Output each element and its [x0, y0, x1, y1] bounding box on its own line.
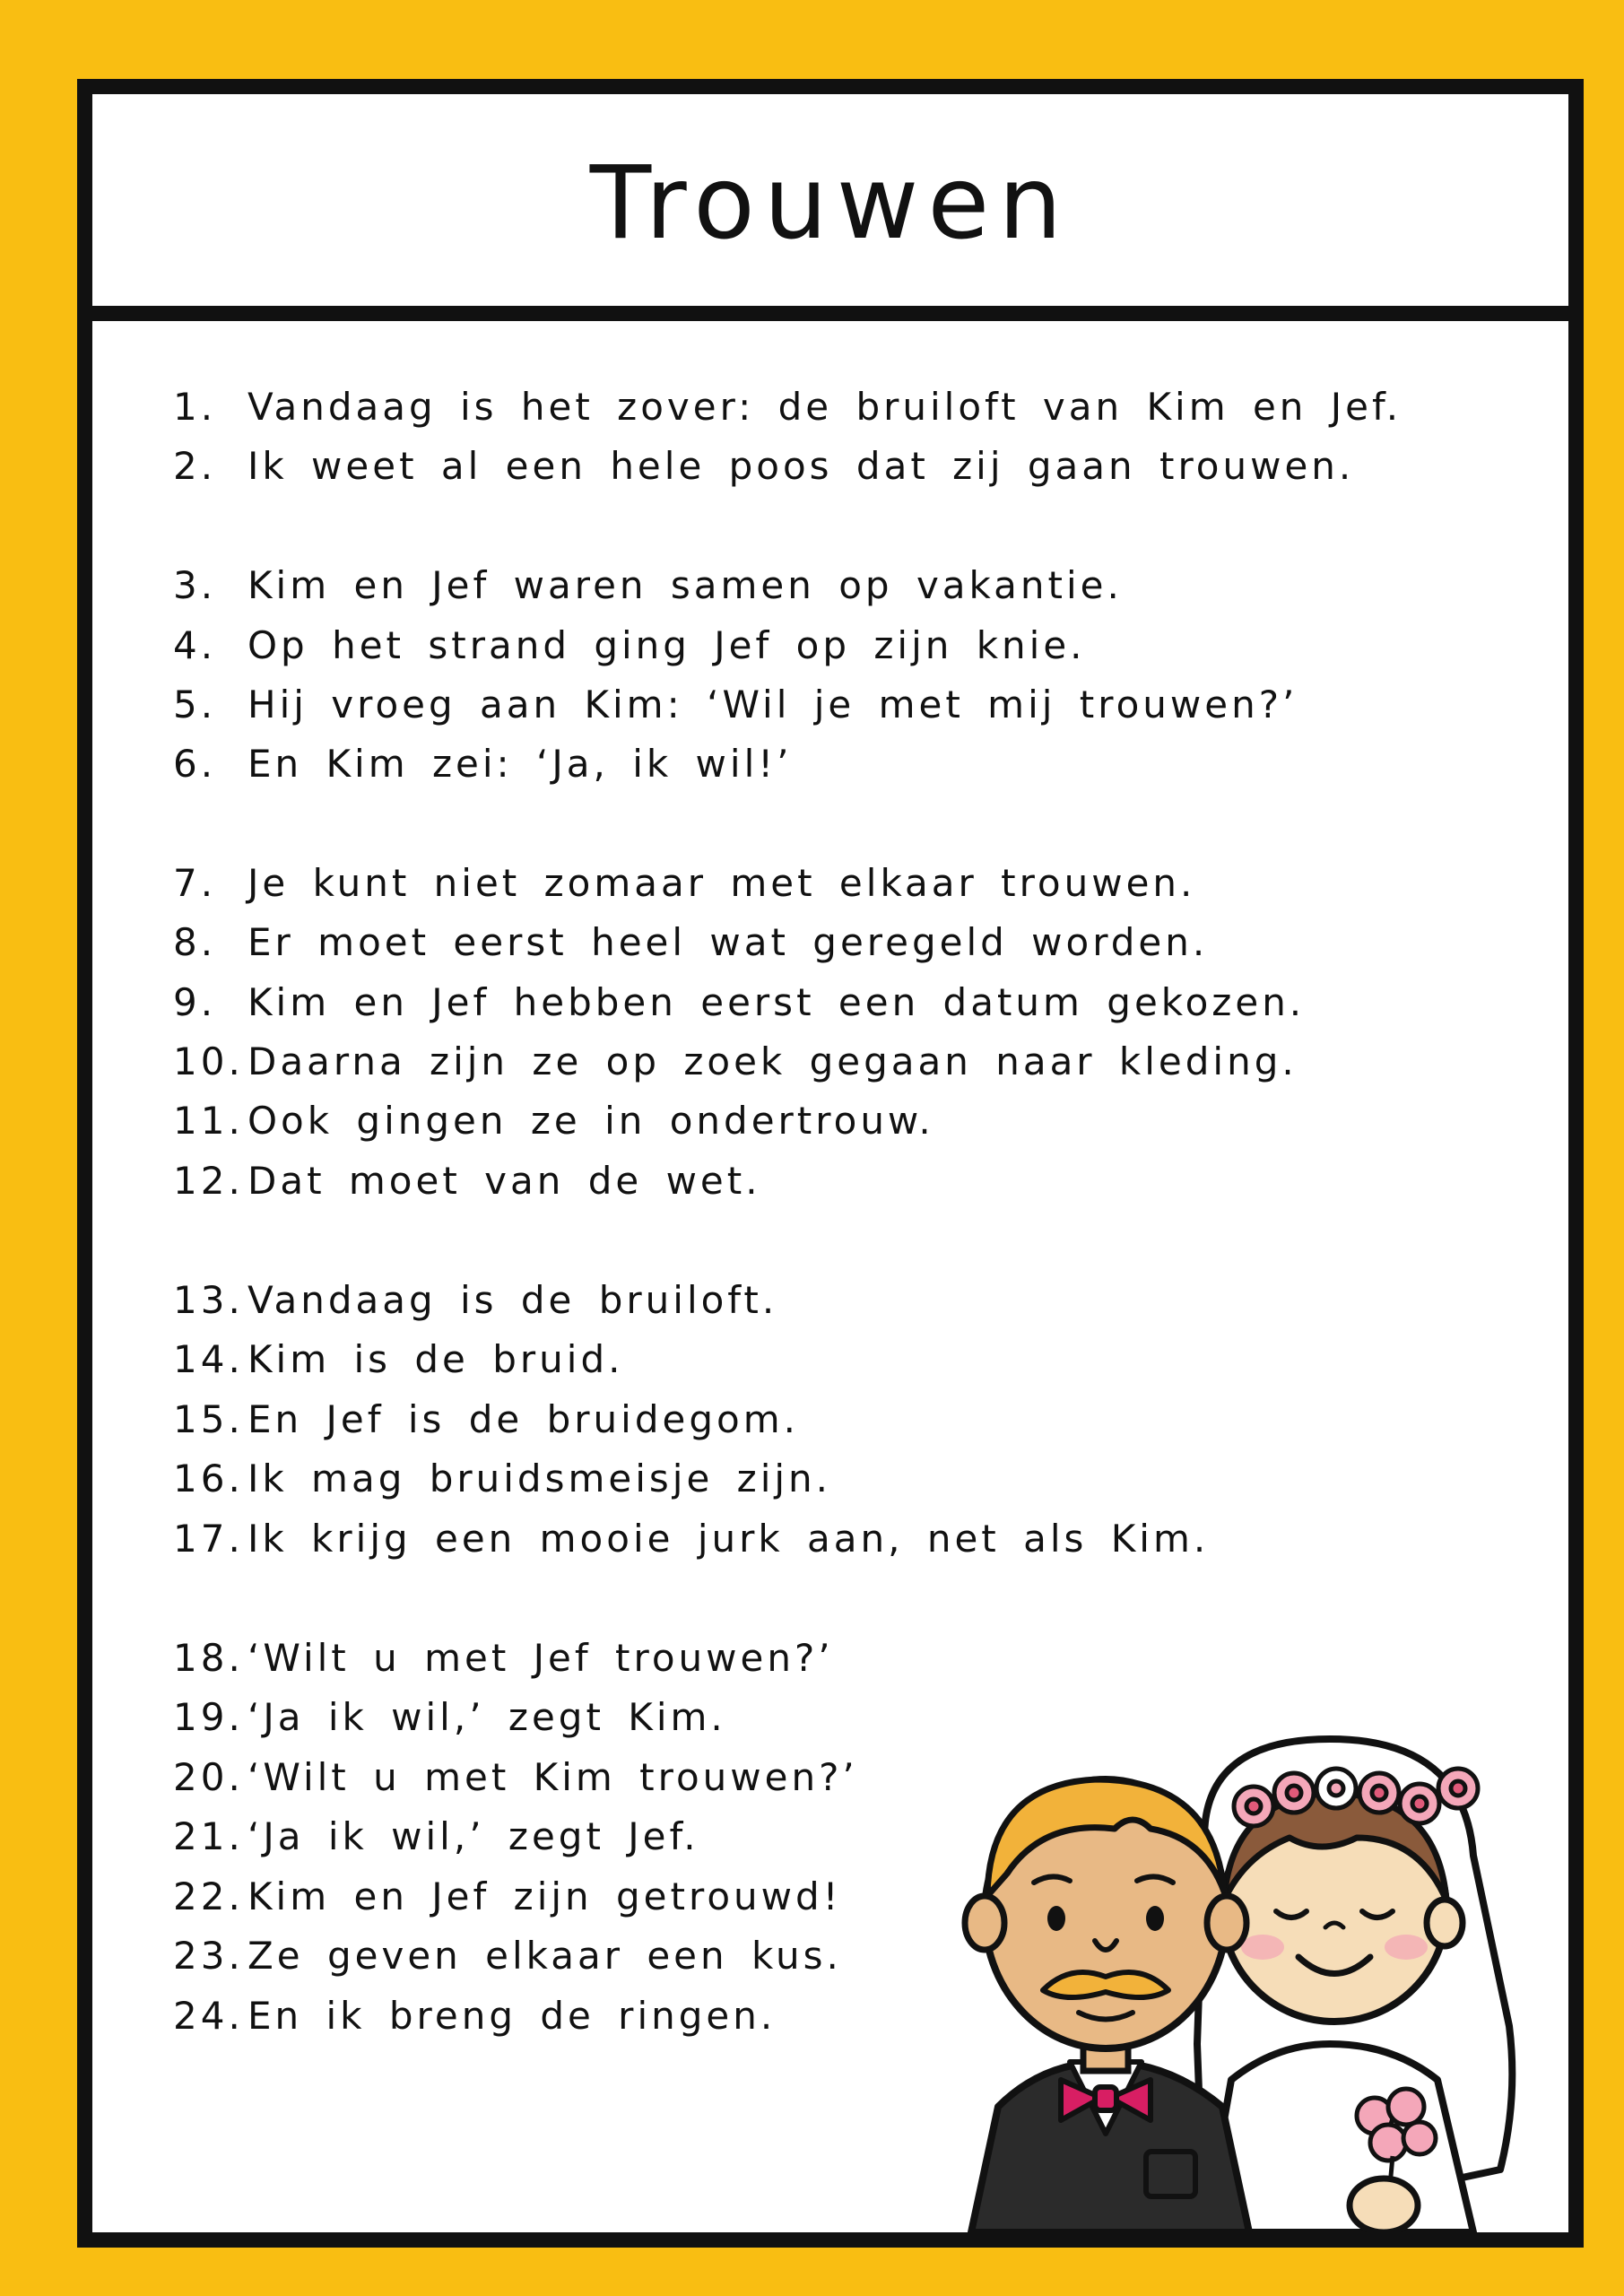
line-number: 14.	[173, 1337, 244, 1381]
line-number: 13.	[173, 1278, 244, 1322]
line-text: ‘Wilt u met Kim trouwen?’	[248, 1755, 858, 1799]
line-text: Ik mag bruidsmeisje zijn.	[248, 1457, 831, 1500]
line-number: 24.	[173, 1994, 244, 2038]
bride	[1197, 1739, 1512, 2232]
line-number: 15.	[173, 1397, 244, 1441]
line-number: 1.	[173, 385, 217, 429]
bride-and-groom-illustration	[935, 1703, 1574, 2232]
line-number: 17.	[173, 1517, 244, 1561]
line-number: 7.	[173, 861, 217, 905]
line-text: Je kunt niet zomaar met elkaar trouwen.	[248, 861, 1196, 905]
line-text: Ook gingen ze in ondertrouw.	[248, 1099, 934, 1143]
line-text: En Kim zei: ‘Ja, ik wil!’	[248, 742, 793, 786]
line-text: ‘Wilt u met Jef trouwen?’	[248, 1636, 834, 1680]
line-number: 11.	[173, 1099, 244, 1143]
line-text: Ik krijg een mooie jurk aan, net als Kim.	[248, 1517, 1210, 1561]
line-number: 10.	[173, 1039, 244, 1083]
line-text: Ik weet al een hele poos dat zij gaan trouwen.	[248, 444, 1355, 488]
line-number: 21.	[173, 1814, 244, 1858]
line-text: Kim is de bruid.	[248, 1337, 624, 1381]
line-text: Hij vroeg aan Kim: ‘Wil je met mij trouwen?’	[248, 683, 1298, 726]
line-text: Vandaag is de bruiloft.	[248, 1278, 778, 1322]
line-number: 20.	[173, 1755, 244, 1799]
line-number: 19.	[173, 1695, 244, 1739]
line-text: Vandaag is het zover: de bruiloft van Kim en Jef.	[248, 385, 1403, 429]
line-number: 12.	[173, 1159, 244, 1203]
line-number: 3.	[173, 563, 217, 607]
page-title: Trouwen	[589, 145, 1072, 262]
line-text: ‘Ja ik wil,’ zegt Jef.	[248, 1814, 699, 1858]
line-text: Kim en Jef zijn getrouwd!	[248, 1874, 842, 1918]
line-text: Dat moet van de wet.	[248, 1159, 761, 1203]
line-number: 8.	[173, 920, 217, 964]
line-text: En Jef is de bruidegom.	[248, 1397, 799, 1441]
line-number: 6.	[173, 742, 217, 786]
worksheet-frame	[77, 79, 1584, 2248]
line-number: 4.	[173, 623, 217, 667]
line-number: 22.	[173, 1874, 244, 1918]
line-text: Ze geven elkaar een kus.	[248, 1934, 842, 1978]
line-text: Op het strand ging Jef op zijn knie.	[248, 623, 1086, 667]
line-text: ‘Ja ik wil,’ zegt Kim.	[248, 1695, 726, 1739]
line-number: 9.	[173, 980, 217, 1024]
line-number: 2.	[173, 444, 217, 488]
line-text: En ik breng de ringen.	[248, 1994, 777, 2038]
line-text: Kim en Jef hebben eerst een datum gekozen.	[248, 980, 1306, 1024]
line-number: 16.	[173, 1457, 244, 1500]
title-box	[92, 94, 1568, 321]
line-number: 5.	[173, 683, 217, 726]
line-number: 23.	[173, 1934, 244, 1978]
line-number: 18.	[173, 1636, 244, 1680]
line-text: Daarna zijn ze op zoek gegaan naar kleding.	[248, 1039, 1298, 1083]
line-text: Er moet eerst heel wat geregeld worden.	[248, 920, 1209, 964]
line-text: Kim en Jef waren samen op vakantie.	[248, 563, 1123, 607]
